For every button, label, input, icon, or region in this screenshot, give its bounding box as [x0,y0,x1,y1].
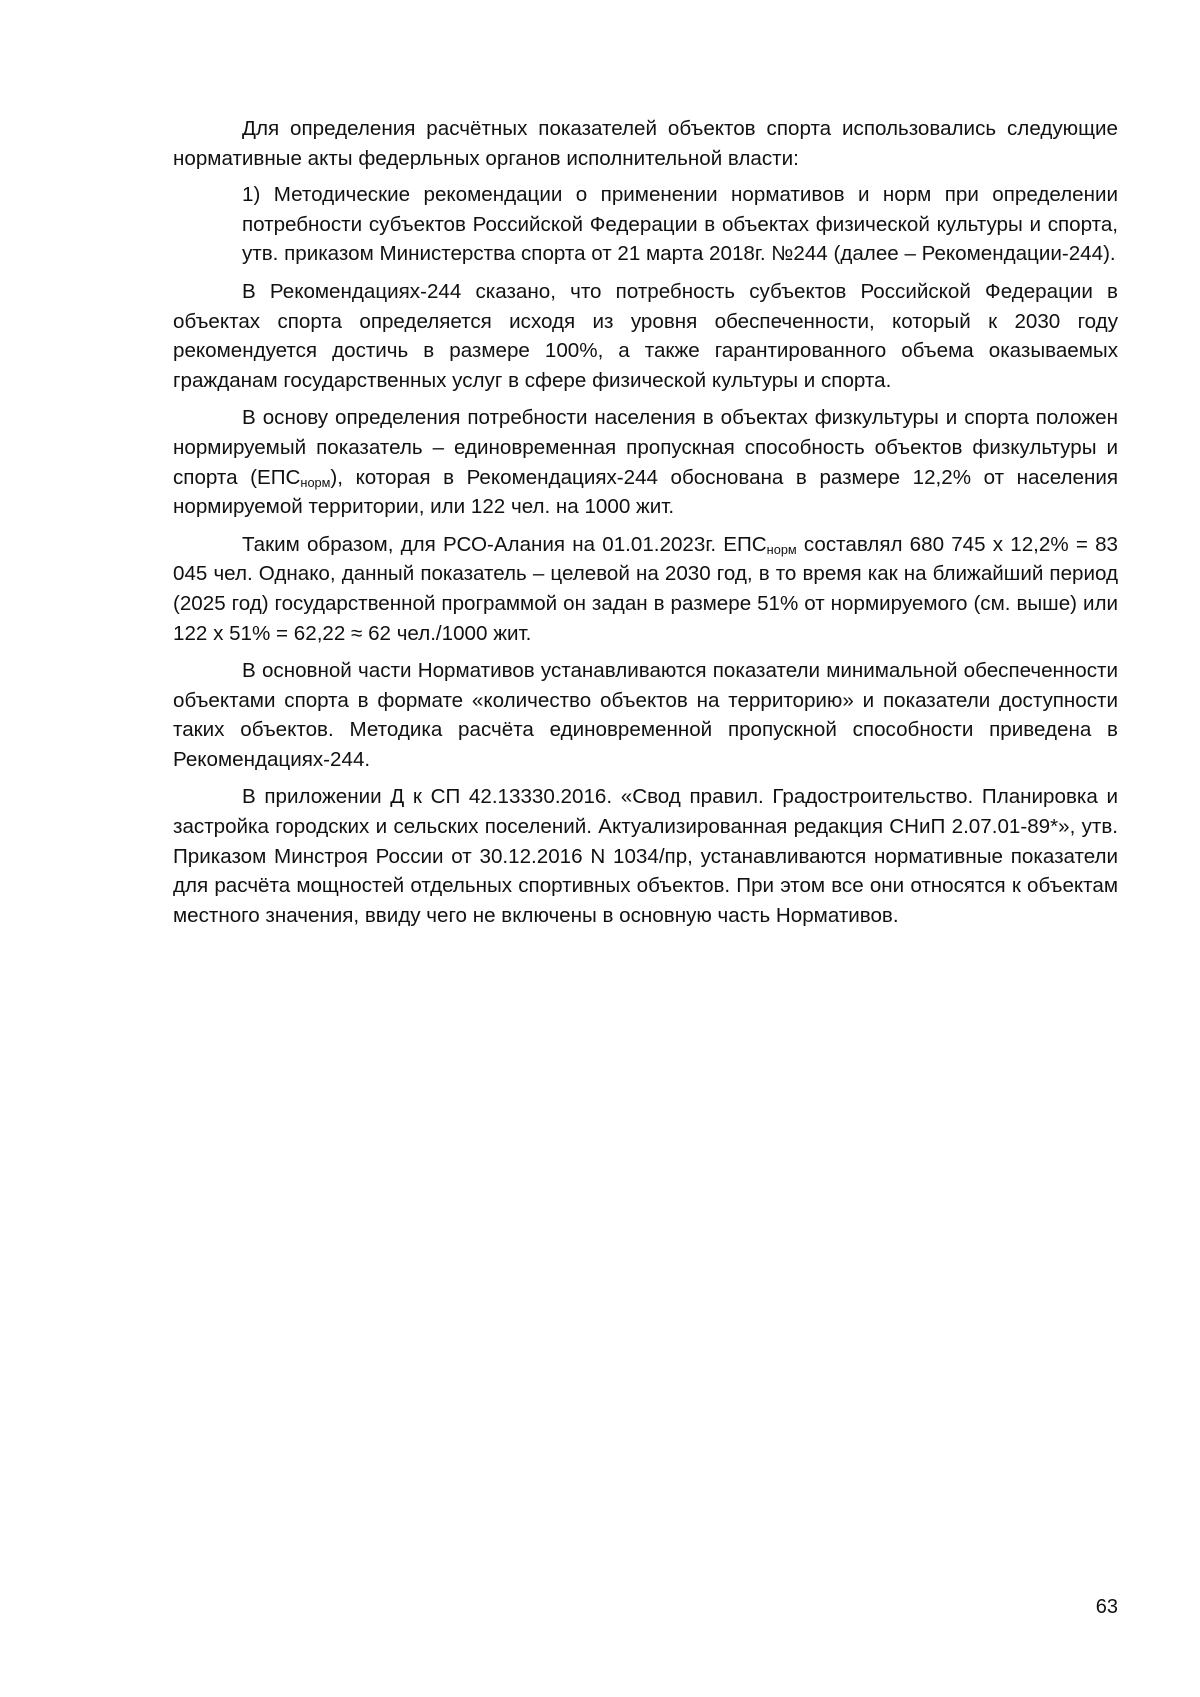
paragraph-eps-norm-definition [173,403,1118,521]
subscript-norm: норм [766,541,797,557]
paragraph-normatives-main-part: В основной части Нормативов устанавливаются показатели минимальной обеспеченности объектами спорта в формате «количество объектов на территорию» и показатели доступности таких объектов. Методика расчёта единовременной пропускной способности приведена в Рекомендациях-244. [173,659,1118,771]
paragraph-text-part: Таким образом, для РСО-Алания на 01.01.2023г. ЕПС [242,532,767,556]
document-body [173,114,1118,938]
paragraph-appendix-d: В приложении Д к СП 42.13330.2016. «Свод правил. Градостроительство. Планировка и застройка городских и сельских поселений. Актуализированная редакция СНиП 2.07.01-89*», утв. Приказом Минстроя России от 30.12.2016 N 1034/пр, устанавливаются нормативные показатели для расчёта мощностей отдельных спортивных объектов. При этом все они относятся к объектам местного значения, ввиду чего не включены в основную часть Нормативов. [173,785,1118,927]
paragraph-text-part: составлял 680 745 х 12,2% = 83 045 чел. Однако, данный показатель – целевой на 2030 год, в то время как на ближайший период (2025 год) государственной программой он задан в размере 51% от нормируемого (см. выше) или 122 х 51% = 62,22 ≈ 62 чел./1000 жит. [173,532,1118,645]
paragraph-text-part: В основу определения потребности населения в объектах физкультуры и спорта положен нормируемый показатель – единовременная пропускная способность объектов физкультуры и спорта (ЕПС [173,406,1118,489]
paragraph-text-part: ), которая в Рекомендациях-244 обоснована в размере 12,2% от населения нормируемой территории, или 122 чел. на 1000 жит. [173,465,1118,519]
paragraph-eps-norm-calculation [173,530,1118,648]
paragraph-recommendations-summary: В Рекомендациях-244 сказано, что потребность субъектов Российской Федерации в объектах спорта определяется исходя из уровня обеспеченности, который к 2030 году рекомендуется достичь в размере 100%, а также гарантированного объема оказываемых гражданам государственных услуг в сфере физической культуры и спорта. [173,279,1118,392]
list-item-recommendations-244: 1) Методические рекомендации о применении нормативов и норм при определении потребности субъектов Российской Федерации в объектах физической культуры и спорта, утв. приказом Министерства спорта от 21 марта 2018г. №244 (далее – Рекомендации-244). [242,183,1118,266]
paragraph-intro: Для определения расчётных показателей объектов спорта использовались следующие нормативные акты федерльных органов исполнительной власти: [173,117,1118,170]
subscript-norm: норм [300,474,331,490]
page-number: 63 [1095,1596,1118,1618]
